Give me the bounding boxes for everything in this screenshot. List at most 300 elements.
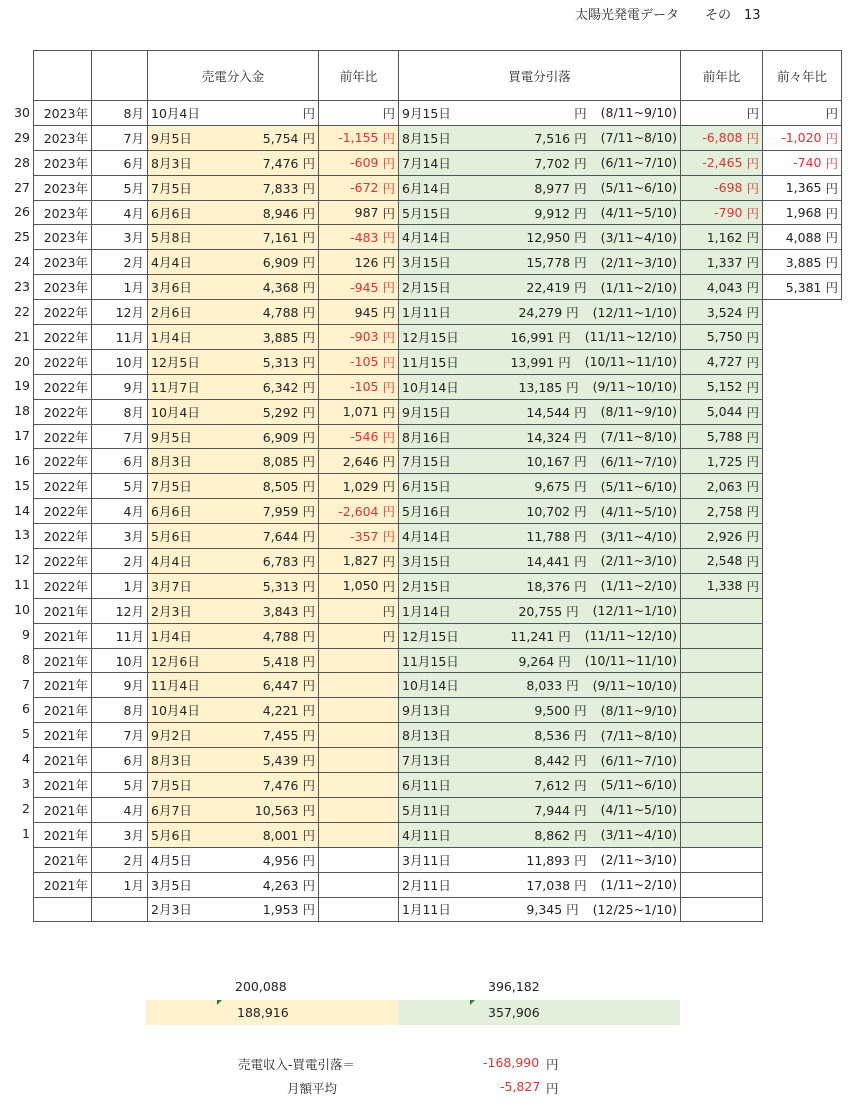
buy-yoy2-cell: 1,968 円 (763, 200, 842, 225)
sheet-title: 太陽光発電データ その 13 (575, 8, 761, 23)
sale-total-1: 200,088 (235, 979, 287, 994)
buy-yoy-cell (681, 797, 763, 822)
row-number: 21 (14, 328, 30, 344)
buy-yoy-cell: -2,465 円 (681, 150, 763, 175)
empty-cell (763, 573, 842, 598)
buy-cell: 10月14日 13,185 円 (9/11~10/10) (399, 374, 681, 399)
sale-yoy-cell: 円 (319, 101, 399, 126)
header-row (34, 51, 842, 101)
sale-total-cell (146, 1000, 398, 1025)
empty-cell (763, 499, 842, 524)
sale-yoy-cell: -672 円 (319, 175, 399, 200)
table-row (34, 773, 842, 798)
year-cell: 2021年 (34, 797, 92, 822)
buy-cell: 4月14日 12,950 円 (3/11~4/10) (399, 225, 681, 250)
sale-cell: 11月7日 6,342 円 (148, 374, 319, 399)
row-number: 6 (22, 701, 30, 717)
header-buy: 買電分引落 (399, 51, 681, 101)
buy-total-1: 396,182 (488, 979, 540, 994)
row-number: 13 (14, 527, 30, 543)
buy-cell: 7月14日 7,702 円 (6/11~7/10) (399, 150, 681, 175)
buy-yoy-cell (681, 648, 763, 673)
empty-cell (763, 374, 842, 399)
buy-yoy-cell (681, 748, 763, 773)
year-cell: 2022年 (34, 549, 92, 574)
year-cell: 2022年 (34, 424, 92, 449)
row-number: 25 (14, 229, 30, 245)
month-cell: 12月 (92, 598, 148, 623)
year-cell: 2021年 (34, 723, 92, 748)
sale-cell: 3月7日 5,313 円 (148, 573, 319, 598)
sale-yoy-cell: -903 円 (319, 325, 399, 350)
month-cell: 6月 (92, 449, 148, 474)
sale-cell: 12月5日 5,313 円 (148, 349, 319, 374)
month-cell: 2月 (92, 847, 148, 872)
year-cell: 2021年 (34, 847, 92, 872)
table-row (34, 897, 842, 922)
buy-yoy2-cell: 3,885 円 (763, 250, 842, 275)
table-row (34, 549, 842, 574)
sale-cell: 6月7日 10,563 円 (148, 797, 319, 822)
row-number: 3 (22, 775, 30, 791)
month-cell: 1月 (92, 275, 148, 300)
year-cell: 2022年 (34, 474, 92, 499)
month-cell: 7月 (92, 424, 148, 449)
buy-yoy-cell (681, 773, 763, 798)
month-cell: 1月 (92, 573, 148, 598)
sale-yoy-cell (319, 648, 399, 673)
sale-yoy-cell: 2,646 円 (319, 449, 399, 474)
sale-yoy-cell (319, 673, 399, 698)
sale-yoy-cell: 1,827 円 (319, 549, 399, 574)
header-buy-yoy: 前年比 (681, 51, 763, 101)
sale-cell: 10月4日 円 (148, 101, 319, 126)
buy-yoy-cell: 1,337 円 (681, 250, 763, 275)
empty-cell (763, 797, 842, 822)
sale-yoy-cell (319, 847, 399, 872)
row-number: 15 (14, 477, 30, 493)
row-number: 10 (14, 602, 30, 617)
buy-cell: 11月15日 9,264 円 (10/11~11/10) (399, 648, 681, 673)
year-cell: 2021年 (34, 598, 92, 623)
sale-cell: 12月6日 5,418 円 (148, 648, 319, 673)
empty-cell (763, 847, 842, 872)
buy-cell: 3月11日 11,893 円 (2/11~3/10) (399, 847, 681, 872)
table-row (34, 847, 842, 872)
month-cell: 7月 (92, 125, 148, 150)
sale-yoy-cell: 1,029 円 (319, 474, 399, 499)
month-cell: 11月 (92, 325, 148, 350)
empty-cell (763, 349, 842, 374)
year-cell (34, 897, 92, 922)
sale-cell: 8月3日 5,439 円 (148, 748, 319, 773)
buy-yoy-cell: 5,152 円 (681, 374, 763, 399)
buy-cell: 1月11日 24,279 円 (12/11~1/10) (399, 300, 681, 325)
sale-yoy-cell: -945 円 (319, 275, 399, 300)
year-cell: 2023年 (34, 275, 92, 300)
month-cell: 10月 (92, 349, 148, 374)
month-cell: 6月 (92, 150, 148, 175)
sale-cell: 4月4日 6,783 円 (148, 549, 319, 574)
sale-cell: 2月6日 4,788 円 (148, 300, 319, 325)
sale-cell: 3月5日 4,263 円 (148, 872, 319, 897)
buy-yoy-cell (681, 872, 763, 897)
table-row (34, 175, 842, 200)
year-cell: 2022年 (34, 349, 92, 374)
buy-yoy-cell (681, 623, 763, 648)
table-row (34, 797, 842, 822)
row-number: 17 (14, 428, 30, 444)
month-cell: 5月 (92, 773, 148, 798)
row-number: 29 (14, 129, 30, 145)
row-number: 7 (22, 676, 30, 692)
empty-cell (763, 673, 842, 698)
buy-cell: 4月11日 8,862 円 (3/11~4/10) (399, 822, 681, 847)
sale-cell: 4月4日 6,909 円 (148, 250, 319, 275)
row-number: 11 (14, 577, 30, 593)
year-cell: 2023年 (34, 175, 92, 200)
sale-yoy-cell (319, 748, 399, 773)
buy-yoy-cell: -698 円 (681, 175, 763, 200)
year-cell: 2021年 (34, 822, 92, 847)
table-row (34, 374, 842, 399)
buy-cell: 8月13日 8,536 円 (7/11~8/10) (399, 723, 681, 748)
row-number: 18 (14, 403, 30, 419)
year-cell: 2023年 (34, 250, 92, 275)
empty-cell (763, 399, 842, 424)
sale-cell: 11月4日 6,447 円 (148, 673, 319, 698)
buy-cell: 2月11日 17,038 円 (1/11~2/10) (399, 872, 681, 897)
row-number: 28 (14, 154, 30, 170)
sale-yoy-cell: -1,155 円 (319, 125, 399, 150)
row-number: 2 (22, 800, 30, 816)
empty-cell (763, 449, 842, 474)
row-number: 4 (22, 751, 30, 767)
buy-cell: 3月15日 15,778 円 (2/11~3/10) (399, 250, 681, 275)
empty-cell (763, 424, 842, 449)
buy-cell: 9月13日 9,500 円 (8/11~9/10) (399, 698, 681, 723)
diff-unit: 円 (546, 1057, 559, 1072)
header-buy-yoy2: 前々年比 (763, 51, 842, 101)
year-cell: 2021年 (34, 673, 92, 698)
table-row (34, 275, 842, 300)
year-cell: 2022年 (34, 325, 92, 350)
sale-yoy-cell: 1,071 円 (319, 399, 399, 424)
year-cell: 2021年 (34, 773, 92, 798)
table-row (34, 598, 842, 623)
month-cell: 6月 (92, 748, 148, 773)
buy-yoy-cell: 1,162 円 (681, 225, 763, 250)
year-cell: 2022年 (34, 449, 92, 474)
empty-cell (763, 524, 842, 549)
row-number: 30 (14, 105, 30, 120)
month-cell: 2月 (92, 250, 148, 275)
buy-yoy-cell: 5,044 円 (681, 399, 763, 424)
table-row (34, 474, 842, 499)
buy-yoy2-cell: 5,381 円 (763, 275, 842, 300)
buy-yoy-cell: 2,926 円 (681, 524, 763, 549)
sale-cell: 5月6日 8,001 円 (148, 822, 319, 847)
table-row (34, 125, 842, 150)
row-number: 9 (22, 626, 30, 642)
buy-yoy2-cell: 1,365 円 (763, 175, 842, 200)
sale-cell: 9月2日 7,455 円 (148, 723, 319, 748)
buy-yoy-cell: 5,788 円 (681, 424, 763, 449)
sale-yoy-cell: -105 円 (319, 374, 399, 399)
sale-yoy-cell: -357 円 (319, 524, 399, 549)
buy-cell: 12月15日 16,991 円 (11/11~12/10) (399, 325, 681, 350)
sale-cell: 7月5日 8,505 円 (148, 474, 319, 499)
sale-cell: 1月4日 3,885 円 (148, 325, 319, 350)
table-row (34, 573, 842, 598)
sale-yoy-cell (319, 723, 399, 748)
buy-cell: 5月11日 7,944 円 (4/11~5/10) (399, 797, 681, 822)
buy-cell: 8月15日 7,516 円 (7/11~8/10) (399, 125, 681, 150)
month-cell: 9月 (92, 673, 148, 698)
empty-cell (763, 648, 842, 673)
year-cell: 2023年 (34, 125, 92, 150)
month-cell: 3月 (92, 822, 148, 847)
sale-cell: 6月6日 7,959 円 (148, 499, 319, 524)
month-cell: 3月 (92, 225, 148, 250)
year-cell: 2021年 (34, 872, 92, 897)
table-row (34, 225, 842, 250)
buy-cell: 1月11日 9,345 円 (12/25~1/10) (399, 897, 681, 922)
header-sale-yoy: 前年比 (319, 51, 399, 101)
table-row (34, 623, 842, 648)
year-cell: 2023年 (34, 225, 92, 250)
solar-data-table (33, 50, 842, 922)
year-cell: 2022年 (34, 524, 92, 549)
table-row (34, 748, 842, 773)
sale-yoy-cell: 945 円 (319, 300, 399, 325)
year-cell: 2021年 (34, 648, 92, 673)
buy-yoy-cell (681, 723, 763, 748)
buy-yoy-cell (681, 673, 763, 698)
buy-yoy-cell: 2,548 円 (681, 549, 763, 574)
buy-yoy-cell: 4,043 円 (681, 275, 763, 300)
sale-cell: 7月5日 7,476 円 (148, 773, 319, 798)
sale-yoy-cell: -483 円 (319, 225, 399, 250)
month-cell: 8月 (92, 698, 148, 723)
empty-cell (763, 300, 842, 325)
row-number: 5 (22, 726, 30, 742)
buy-yoy-cell: 5,750 円 (681, 325, 763, 350)
row-number: 20 (14, 353, 30, 369)
sale-yoy-cell (319, 897, 399, 922)
table-row (34, 424, 842, 449)
buy-cell: 9月15日 14,544 円 (8/11~9/10) (399, 399, 681, 424)
month-cell: 9月 (92, 374, 148, 399)
sale-yoy-cell: 126 円 (319, 250, 399, 275)
table-row (34, 325, 842, 350)
year-cell: 2021年 (34, 623, 92, 648)
sale-yoy-cell: 987 円 (319, 200, 399, 225)
sale-total-2: 188,916 (237, 1005, 289, 1020)
table-row (34, 524, 842, 549)
row-number: 23 (14, 278, 30, 294)
sale-cell: 6月6日 8,946 円 (148, 200, 319, 225)
sale-yoy-cell: -105 円 (319, 349, 399, 374)
buy-cell: 2月15日 22,419 円 (1/11~2/10) (399, 275, 681, 300)
year-cell: 2022年 (34, 499, 92, 524)
buy-yoy-cell: 2,758 円 (681, 499, 763, 524)
table-row (34, 499, 842, 524)
row-number: 27 (14, 179, 30, 195)
buy-yoy2-cell: -1,020 円 (763, 125, 842, 150)
sale-yoy-cell (319, 698, 399, 723)
sale-yoy-cell: 円 (319, 623, 399, 648)
table-row (34, 449, 842, 474)
sale-cell: 10月4日 5,292 円 (148, 399, 319, 424)
sale-cell: 5月6日 7,644 円 (148, 524, 319, 549)
diff-value: -168,990 (483, 1055, 540, 1070)
year-cell: 2022年 (34, 399, 92, 424)
table-row (34, 723, 842, 748)
comment-marker-icon (217, 1000, 222, 1005)
buy-yoy-cell (681, 598, 763, 623)
row-number: 26 (14, 204, 30, 220)
empty-cell (763, 872, 842, 897)
year-cell: 2023年 (34, 101, 92, 126)
empty-cell (763, 623, 842, 648)
buy-yoy2-cell: 4,088 円 (763, 225, 842, 250)
empty-cell (763, 325, 842, 350)
sale-cell: 3月6日 4,368 円 (148, 275, 319, 300)
avg-label: 月額平均 (287, 1081, 338, 1096)
sale-cell: 1月4日 4,788 円 (148, 623, 319, 648)
empty-cell (763, 474, 842, 499)
buy-cell: 11月15日 13,991 円 (10/11~11/10) (399, 349, 681, 374)
diff-label: 売電収入-買電引落＝ (238, 1057, 356, 1072)
sale-yoy-cell (319, 797, 399, 822)
table-row (34, 822, 842, 847)
empty-cell (763, 549, 842, 574)
table-row (34, 250, 842, 275)
table-row (34, 150, 842, 175)
buy-cell: 7月13日 8,442 円 (6/11~7/10) (399, 748, 681, 773)
row-number: 19 (14, 378, 30, 394)
empty-cell (763, 773, 842, 798)
buy-yoy-cell: 1,725 円 (681, 449, 763, 474)
month-cell: 4月 (92, 200, 148, 225)
buy-yoy-cell: 円 (681, 101, 763, 126)
month-cell: 5月 (92, 474, 148, 499)
year-cell: 2021年 (34, 698, 92, 723)
avg-unit: 円 (546, 1081, 559, 1096)
month-cell: 8月 (92, 399, 148, 424)
table-row (34, 101, 842, 126)
buy-cell: 10月14日 8,033 円 (9/11~10/10) (399, 673, 681, 698)
empty-cell (763, 598, 842, 623)
buy-cell: 6月15日 9,675 円 (5/11~6/10) (399, 474, 681, 499)
month-cell: 4月 (92, 499, 148, 524)
avg-value: -5,827 (500, 1079, 541, 1094)
year-cell: 2022年 (34, 573, 92, 598)
header-year (34, 51, 92, 101)
year-cell: 2021年 (34, 748, 92, 773)
sale-yoy-cell (319, 773, 399, 798)
sale-yoy-cell: 円 (319, 598, 399, 623)
month-cell: 11月 (92, 623, 148, 648)
row-number: 22 (14, 303, 30, 319)
buy-total-cell (398, 1000, 680, 1025)
sale-cell: 9月5日 5,754 円 (148, 125, 319, 150)
month-cell: 1月 (92, 872, 148, 897)
buy-cell: 5月15日 9,912 円 (4/11~5/10) (399, 200, 681, 225)
year-cell: 2022年 (34, 374, 92, 399)
buy-cell: 12月15日 11,241 円 (11/11~12/10) (399, 623, 681, 648)
row-number: 12 (14, 552, 30, 568)
buy-yoy-cell: -790 円 (681, 200, 763, 225)
sale-yoy-cell (319, 822, 399, 847)
buy-cell: 2月15日 18,376 円 (1/11~2/10) (399, 573, 681, 598)
header-sale: 売電分入金 (148, 51, 319, 101)
row-number: 1 (22, 825, 30, 841)
buy-cell: 3月15日 14,441 円 (2/11~3/10) (399, 549, 681, 574)
buy-yoy2-cell: -740 円 (763, 150, 842, 175)
sale-cell: 8月3日 8,085 円 (148, 449, 319, 474)
empty-cell (763, 748, 842, 773)
table-row (34, 200, 842, 225)
month-cell: 10月 (92, 648, 148, 673)
year-cell: 2023年 (34, 200, 92, 225)
empty-cell (763, 822, 842, 847)
month-cell: 3月 (92, 524, 148, 549)
sale-cell: 8月3日 7,476 円 (148, 150, 319, 175)
month-cell: 12月 (92, 300, 148, 325)
sale-yoy-cell (319, 872, 399, 897)
sale-yoy-cell: 1,050 円 (319, 573, 399, 598)
header-month (92, 51, 148, 101)
sale-yoy-cell: -2,604 円 (319, 499, 399, 524)
buy-cell: 8月16日 14,324 円 (7/11~8/10) (399, 424, 681, 449)
table-row (34, 399, 842, 424)
sale-cell: 9月5日 6,909 円 (148, 424, 319, 449)
sale-cell: 10月4日 4,221 円 (148, 698, 319, 723)
buy-cell: 6月11日 7,612 円 (5/11~6/10) (399, 773, 681, 798)
month-cell: 7月 (92, 723, 148, 748)
row-number: 14 (14, 502, 30, 518)
year-cell: 2023年 (34, 150, 92, 175)
buy-yoy-cell (681, 822, 763, 847)
month-cell: 4月 (92, 797, 148, 822)
empty-cell (763, 897, 842, 922)
row-number: 24 (14, 254, 30, 270)
sale-cell: 7月5日 7,833 円 (148, 175, 319, 200)
sale-cell: 4月5日 4,956 円 (148, 847, 319, 872)
sale-cell: 2月3日 3,843 円 (148, 598, 319, 623)
table-row (34, 349, 842, 374)
month-cell: 5月 (92, 175, 148, 200)
buy-cell: 9月15日 円 (8/11~9/10) (399, 101, 681, 126)
comment-marker-icon (470, 1000, 475, 1005)
buy-total-2: 357,906 (488, 1005, 540, 1020)
buy-yoy-cell (681, 847, 763, 872)
buy-yoy-cell: 3,524 円 (681, 300, 763, 325)
month-cell: 2月 (92, 549, 148, 574)
buy-yoy-cell (681, 897, 763, 922)
buy-yoy-cell: -6,808 円 (681, 125, 763, 150)
sale-cell: 2月3日 1,953 円 (148, 897, 319, 922)
buy-yoy-cell: 1,338 円 (681, 573, 763, 598)
table-row (34, 648, 842, 673)
empty-cell (763, 698, 842, 723)
buy-yoy2-cell: 円 (763, 101, 842, 126)
buy-cell: 5月16日 10,702 円 (4/11~5/10) (399, 499, 681, 524)
buy-cell: 1月14日 20,755 円 (12/11~1/10) (399, 598, 681, 623)
month-cell (92, 897, 148, 922)
